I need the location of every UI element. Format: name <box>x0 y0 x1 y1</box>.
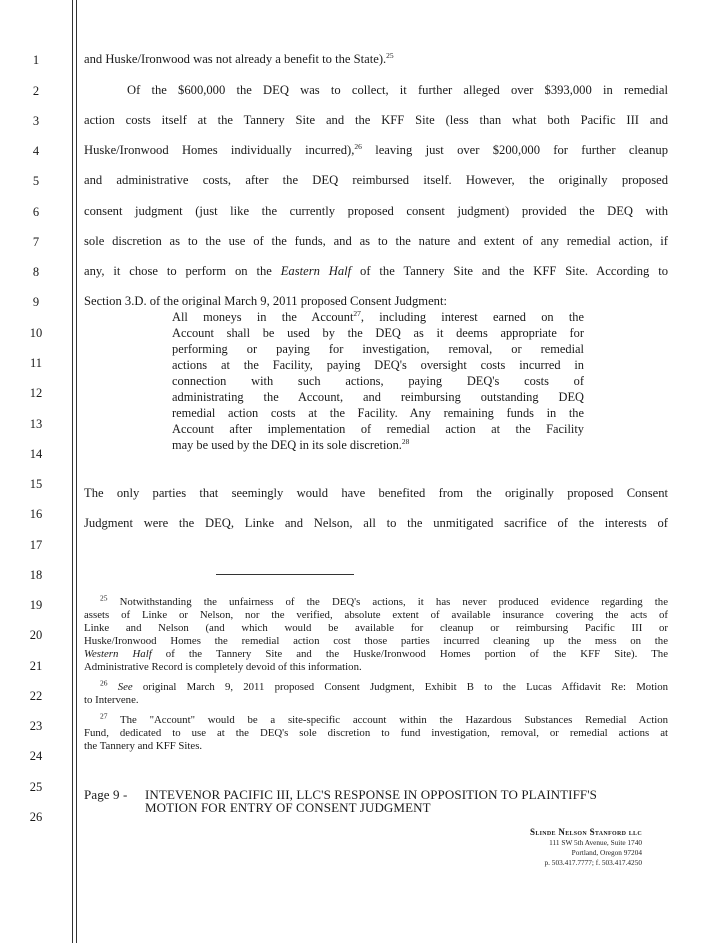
line-number: 22 <box>29 689 43 703</box>
firm-name: Slinde Nelson Stanford llc <box>530 827 642 837</box>
line-number: 9 <box>32 295 40 309</box>
line-number: 5 <box>32 174 40 188</box>
footnote-line: Linke and Nelson (and which would be available for cleanup or reimbursing Pacific III or <box>84 622 668 634</box>
line-number: 3 <box>32 114 40 128</box>
body-line-3 <box>84 113 668 128</box>
footnote-number: 26 <box>100 678 108 688</box>
line-number: 15 <box>29 477 43 491</box>
firm-address-2: Portland, Oregon 97204 <box>571 848 642 857</box>
line-number: 1 <box>32 53 40 67</box>
line-number: 11 <box>29 356 43 370</box>
body-line-5 <box>84 173 668 188</box>
quote-line: performing or paying for investigation, removal, or remedial <box>172 342 584 356</box>
footnote-line: Fund, dedicated to use at the DEQ's sole discretion to fund investigation, removal, or remedial actions at <box>84 727 668 739</box>
footnote-divider <box>216 574 354 575</box>
body-text: action costs itself at the Tannery Site and the KFF Site (less than what both Pacific III and <box>84 113 668 127</box>
footnote-line <box>100 678 668 693</box>
footnote-text: Notwithstanding the unfairness of the DEQ's actions, it has never produced evidence regarding the <box>107 596 668 608</box>
firm-phone: p. 503.417.7777; f. 503.417.4250 <box>544 858 642 867</box>
quote-text: may be used by the DEQ in its sole discretion. <box>172 438 402 452</box>
footnote-number: 25 <box>100 593 108 603</box>
footnote-line: Administrative Record is completely devoid of this information. <box>84 661 362 673</box>
quote-line: administrating the Account, and reimbursing outstanding DEQ <box>172 390 584 404</box>
body-line-2 <box>127 83 668 98</box>
body-text: of the Tannery Site and the KFF Site. According to <box>351 264 669 278</box>
firm-address-1: 111 SW 5th Avenue, Suite 1740 <box>549 838 642 847</box>
footnote-ref: 26 <box>354 141 362 151</box>
body-text: and administrative costs, after the DEQ reimbursed itself. However, the originally proposed <box>84 173 668 187</box>
body-line-6 <box>84 204 668 219</box>
line-number: 8 <box>32 265 40 279</box>
line-number: 14 <box>29 447 43 461</box>
footnote-ref: 28 <box>401 436 410 446</box>
line-number: 6 <box>32 205 40 219</box>
body-text: any, it chose to perform on the <box>84 264 281 278</box>
line-number: 25 <box>29 780 43 794</box>
footnote-number: 27 <box>100 711 108 721</box>
body-text: and Huske/Ironwood was not already a benefit to the State). <box>84 52 387 66</box>
line-number: 21 <box>29 659 43 673</box>
line-number: 4 <box>32 144 40 158</box>
body-text: Section 3.D. of the original March 9, 2011 proposed Consent Judgment: <box>84 294 447 308</box>
body-line-8 <box>84 264 668 279</box>
footnote-emphasis: Western Half <box>84 648 152 660</box>
line-number: 10 <box>29 326 43 340</box>
footnote-text: original March 9, 2011 proposed Consent Judgment, Exhibit B to the Lucas Affidavit Re: Motion <box>132 681 668 693</box>
margin-rule-right <box>76 0 77 943</box>
margin-rule-left <box>72 0 73 943</box>
line-number: 18 <box>29 568 43 582</box>
body-line-4 <box>84 143 668 158</box>
footnote-ref: 27 <box>353 308 361 318</box>
body-text: sole discretion as to the use of the funds, and as to the nature and extent of any remedial action, if <box>84 234 668 248</box>
footnote-text: of the Tannery Site and the Huske/Ironwood Homes portion of the KFF Site). The <box>151 648 668 660</box>
body-text: Of the $600,000 the DEQ was to collect, it further alleged over $393,000 in remedial <box>127 83 668 97</box>
quote-line <box>172 310 584 324</box>
line-number: 12 <box>29 386 43 400</box>
body-line-17: Judgment were the DEQ, Linke and Nelson, all to the unmitigated sacrifice of the interests of <box>84 516 668 530</box>
quote-line <box>172 438 584 452</box>
quote-line: Account after implementation of remedial action at the Facility <box>172 422 584 436</box>
quote-line: Account shall be used by the DEQ as it deems appropriate for <box>172 326 584 340</box>
footnote-ref: 25 <box>386 50 394 60</box>
line-number: 13 <box>29 417 43 431</box>
footnote-line: Huske/Ironwood Homes the remedial action cost those parties incurred cleaning up the mess on the <box>84 635 668 647</box>
footnote-line: assets of Linke or Nelson, nor the verified, absolute extent of available insurance covering the acts of <box>84 609 668 621</box>
line-number: 20 <box>29 628 43 642</box>
footnote-text: The "Account" would be a site-specific account within the Hazardous Substances Remedial Action <box>107 714 668 726</box>
footer-page-number: Page 9 - <box>84 787 128 802</box>
line-number: 7 <box>32 235 40 249</box>
footnote-line: to Intervene. <box>84 694 139 706</box>
footer-title-line-1: INTEVENOR PACIFIC III, LLC'S RESPONSE IN OPPOSITION TO PLAINTIFF'S <box>145 787 598 802</box>
footnote-signal: See <box>117 681 133 693</box>
line-number: 23 <box>29 719 43 733</box>
quote-text: , including interest earned on the <box>360 310 585 324</box>
line-number: 26 <box>29 810 43 824</box>
line-number: 2 <box>32 84 40 98</box>
body-line-16: The only parties that seemingly would have benefited from the originally proposed Consent <box>84 486 668 500</box>
footnote-line <box>100 711 668 726</box>
body-line-7 <box>84 234 668 249</box>
footer-title-line-2: MOTION FOR ENTRY OF CONSENT JUDGMENT <box>145 800 431 815</box>
line-number: 24 <box>29 749 43 763</box>
footnote-line <box>100 593 668 608</box>
line-number: 16 <box>29 507 43 521</box>
body-emphasis: Eastern Half <box>280 264 352 278</box>
quote-text: All moneys in the Account <box>172 310 354 324</box>
body-line-1 <box>84 52 668 67</box>
body-text: consent judgment (just like the currently proposed consent judgment) provided the DEQ with <box>84 204 668 218</box>
line-number: 19 <box>29 598 43 612</box>
footnote-line <box>84 648 668 660</box>
quote-line: remedial action costs at the Facility. Any remaining funds in the <box>172 406 584 420</box>
body-text: Huske/Ironwood Homes individually incurred), <box>84 143 355 157</box>
footnote-line: the Tannery and KFF Sites. <box>84 740 203 752</box>
body-text: leaving just over $200,000 for further cleanup <box>361 143 669 157</box>
quote-line: actions at the Facility, paying DEQ's oversight costs incurred in <box>172 358 584 372</box>
quote-line: connection with such actions, paying DEQ's costs of <box>172 374 584 388</box>
line-number: 17 <box>29 538 43 552</box>
body-line-9 <box>84 294 668 309</box>
